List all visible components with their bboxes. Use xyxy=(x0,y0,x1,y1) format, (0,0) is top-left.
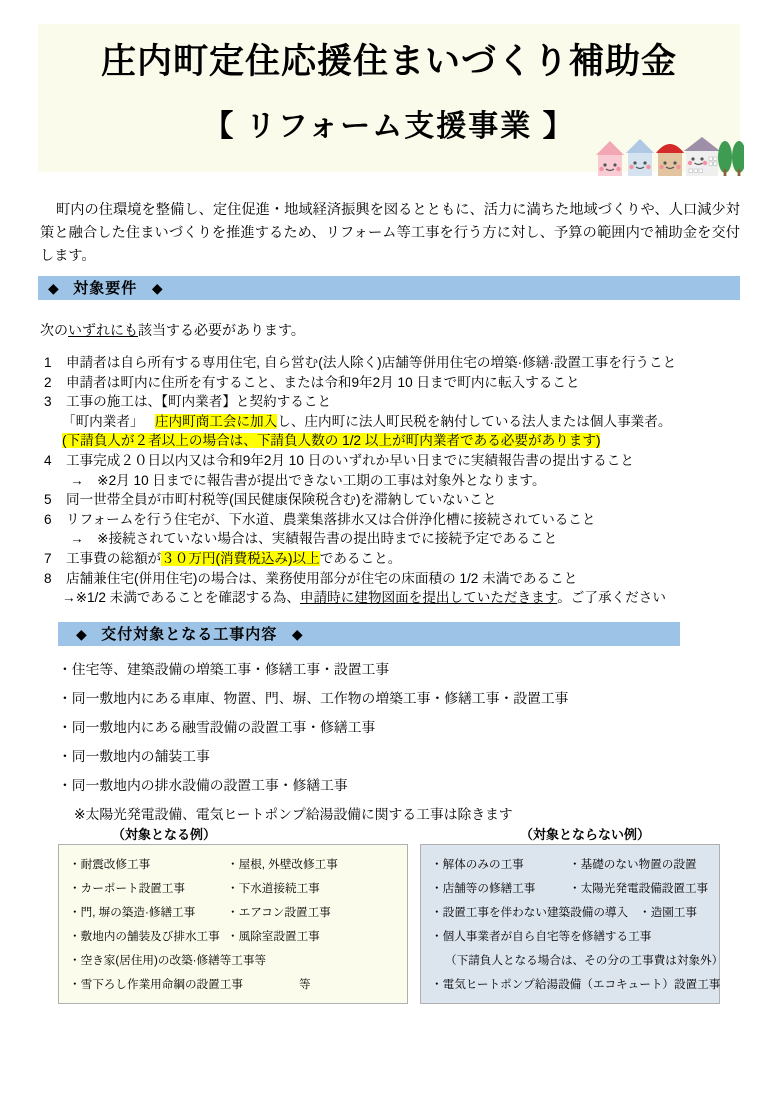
diamond-icon-right: ◆ xyxy=(151,280,163,296)
requirement-7-amount-highlight: ３０万円(消費税込み)以上 xyxy=(161,550,320,566)
section-header-requirements xyxy=(38,276,740,300)
page-title-main: 庄内町定住応援住まいづくり補助金 xyxy=(100,42,677,81)
requirement-text: 申請者は自ら所有する専用住宅, 自ら営む(法人除く)店舗等併用住宅の増築·修繕·設置工事を行うこと xyxy=(66,355,677,370)
example-left: ・カーポート設置工事 xyxy=(69,882,185,895)
example-right: ・太陽光発電設備設置工事 xyxy=(569,882,709,895)
houses-illustration-icon xyxy=(592,131,744,177)
works-bullet-list xyxy=(58,655,738,829)
example-right: ・下水道接続工事 xyxy=(227,882,320,895)
section-header-works xyxy=(58,622,680,646)
example-etc-label: 等 xyxy=(299,978,311,991)
requirement-item-2 xyxy=(40,373,750,393)
requirement-8-note-after: 。ご了承ください xyxy=(557,590,666,606)
eligible-examples-caption: （対象となる例） xyxy=(112,827,217,842)
requirement-item-1 xyxy=(40,353,750,373)
requirement-number: 7 xyxy=(44,550,52,566)
example-left: ・解体のみの工事 xyxy=(431,858,524,871)
example-row xyxy=(69,973,407,997)
example-left: ・設置工事を伴わない建築設備の導入 xyxy=(431,906,629,919)
works-bullet: ・同一敷地内にある融雪設備の設置工事・修繕工事 xyxy=(58,720,376,735)
definition-term: 「町内業者」 xyxy=(62,413,144,429)
requirement-text: 申請者は町内に住所を有すること、または令和9年2月 10 日まで町内に転入すること xyxy=(66,374,580,390)
lead-before: 次の xyxy=(40,322,68,338)
eligible-examples-box xyxy=(58,844,408,1004)
requirement-item-4 xyxy=(40,451,750,471)
example-row xyxy=(431,901,719,925)
lead-after: 該当する必要があります。 xyxy=(138,322,305,338)
works-bullet: ・同一敷地内にある車庫、物置、門、塀、工作物の増築工事・修繕工事・設置工事 xyxy=(58,691,569,706)
intro-paragraph: 町内の住環境を整備し、定住促進・地域経済振興を図るとともに、活力に満ちた地域づくりや、人口減少対策と融合した住まいづくりを推進するため、リフォーム等工事を行う方に対し、予算の範囲内で補助金を交付します。 xyxy=(40,202,740,265)
example-row xyxy=(69,901,407,925)
example-row: ・個人事業者が自ら自宅等を修繕する工事 xyxy=(431,930,652,943)
requirement-8-note xyxy=(40,588,750,608)
example-left: ・店舗等の修繕工事 xyxy=(431,882,536,895)
requirement-number: 4 xyxy=(44,452,52,468)
requirement-number: 2 xyxy=(44,374,52,390)
requirement-item-3 xyxy=(40,392,750,412)
example-left: ・耐震改修工事 xyxy=(69,858,151,871)
example-row xyxy=(69,877,407,901)
section-label-requirements: 対象要件 xyxy=(73,280,138,297)
requirement-item-5 xyxy=(40,490,750,510)
local-contractor-definition xyxy=(40,412,750,432)
requirement-text xyxy=(66,549,750,569)
requirement-4-note: → ※2月 10 日までに報告書が提出できない工期の工事は対象外となります。 xyxy=(70,472,546,488)
requirement-item-8 xyxy=(40,569,750,589)
example-right: ・エアコン設置工事 xyxy=(227,906,331,919)
example-row-note: （下請負人となる場合は、その分の工事費は対象外） xyxy=(445,954,724,967)
page-title-sub: 【 リフォーム支援事業 】 xyxy=(203,110,575,143)
section-label-works: 交付対象となる工事内容 xyxy=(101,626,278,643)
requirements-list xyxy=(40,353,750,608)
example-row xyxy=(431,853,719,877)
requirement-text: 工事完成２０日以内又は令和9年2月 10 日のいずれか早い日までに実績報告書の提出すること xyxy=(66,452,634,468)
ineligible-examples-box xyxy=(420,844,724,1004)
requirement-7-before: 工事費の総額が xyxy=(66,550,162,566)
example-left: ・敷地内の舗装及び排水工事 xyxy=(69,930,220,943)
works-bullet: ・住宅等、建築設備の増築工事・修繕工事・設置工事 xyxy=(58,662,390,677)
requirement-number: 6 xyxy=(44,511,52,527)
requirement-number: 8 xyxy=(44,570,52,586)
example-right: ・造園工事 xyxy=(639,906,697,919)
definition-highlight: 庄内町商工会に加入 xyxy=(154,413,278,429)
subcontractor-note-text: (下請負人が２者以上の場合は、下請負人数の 1/2 以上が町内業者である必要があります) xyxy=(62,433,601,449)
lead-underlined: いずれにも xyxy=(68,322,138,338)
requirement-item-6 xyxy=(40,510,750,530)
requirement-number: 1 xyxy=(44,355,52,370)
requirement-text: 同一世帯全員が市町村税等(国民健康保険税含む)を滞納していないこと xyxy=(66,492,497,508)
example-left: ・雪下ろし作業用命綱の設置工事 xyxy=(69,978,243,991)
requirement-number: 5 xyxy=(44,492,52,508)
example-left: ・門, 塀の築造·修繕工事 xyxy=(69,906,196,919)
requirement-8-note-before: →※1/2 未満であることを確認する為、 xyxy=(62,590,300,606)
works-bullet: ・同一敷地内の舗装工事 xyxy=(58,749,210,764)
requirement-text: 工事の施工は、【町内業者】と契約すること xyxy=(66,394,332,410)
works-exclusion-note: ※太陽光発電設備、電気ヒートポンプ給湯設備に関する工事は除きます xyxy=(74,807,513,822)
diamond-icon-right: ◆ xyxy=(291,626,303,642)
example-right: ・屋根, 外壁改修工事 xyxy=(227,858,338,871)
requirement-7-after: であること。 xyxy=(319,550,402,566)
example-row xyxy=(69,853,407,877)
requirements-lead xyxy=(40,320,305,340)
example-row xyxy=(431,877,719,901)
subcontractor-note xyxy=(40,431,750,451)
example-row: ・電気ヒートポンプ給湯設備（エコキュート）設置工事 xyxy=(431,978,721,991)
ineligible-examples-caption: （対象とならない例） xyxy=(520,827,651,842)
diamond-icon-left: ◆ xyxy=(48,280,59,296)
requirement-8-note-underlined: 申請時に建物図面を提出していただきます xyxy=(299,590,558,606)
definition-rest: し、庄内町に法人町民税を納付している法人または個人事業者。 xyxy=(277,413,672,429)
requirement-number: 3 xyxy=(44,394,52,410)
requirement-item-7 xyxy=(40,549,750,569)
example-right: ・風除室設置工事 xyxy=(227,930,320,943)
requirement-text: リフォームを行う住宅が、下水道、農業集落排水又は合併浄化槽に接続されていること xyxy=(66,511,596,527)
example-row: ・空き家(居住用)の改築·修繕等工事等 xyxy=(69,954,267,967)
works-bullet: ・同一敷地内の排水設備の設置工事・修繕工事 xyxy=(58,778,348,793)
example-right: ・基礎のない物置の設置 xyxy=(569,858,697,871)
requirement-text: 店舗兼住宅(併用住宅)の場合は、業務使用部分が住宅の床面積の 1/2 未満であること xyxy=(66,570,578,586)
requirement-6-note: → ※接続されていない場合は、実績報告書の提出時までに接続予定であること xyxy=(70,531,558,547)
example-row xyxy=(69,925,407,949)
diamond-icon-left: ◆ xyxy=(76,626,87,642)
